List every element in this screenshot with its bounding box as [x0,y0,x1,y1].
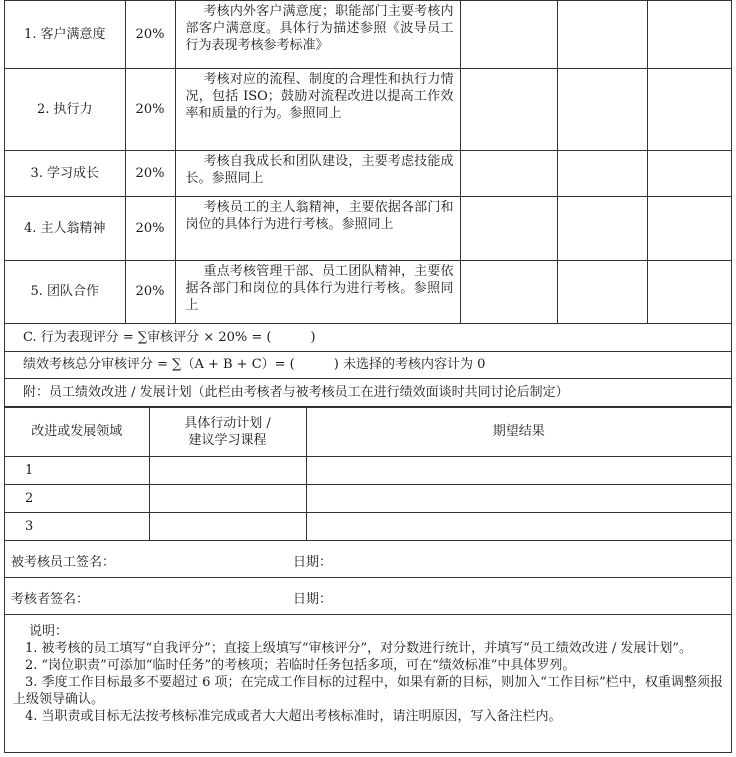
criteria-weight: 20% [125,1,175,68]
development-plan-table [5,407,731,541]
self-score-cell[interactable] [460,68,557,150]
instructions [5,615,731,725]
plan-result-cell[interactable] [306,512,731,540]
self-score-cell[interactable] [460,260,557,323]
reviewer-date-label: 日期： [293,591,333,607]
criteria-row [5,260,732,323]
criteria-row [5,196,732,260]
self-score-cell[interactable] [460,150,557,196]
criteria-name: 3. 学习成长 [5,150,125,196]
criteria-description: 考核自我成长和团队建设，主要考虑技能成长。参照同上 [175,150,460,196]
criteria-name: 4. 主人翁精神 [5,196,125,260]
instruction-item: 3. 季度工作目标最多不要超过 6 项；在完成工作目标的过程中，如果有新的目标，则加入“工作目标”栏中，权重调整须报上级领导确认。 [13,674,723,707]
criteria-weight: 20% [125,260,175,323]
review-score-cell[interactable] [557,68,647,150]
employee-date-label: 日期： [293,554,333,570]
plan-result-cell[interactable] [306,484,731,512]
review-score-cell[interactable] [557,1,647,68]
remark-cell[interactable] [647,196,732,260]
plan-action-cell[interactable] [149,512,306,540]
plan-col-result: 期望结果 [306,407,731,456]
criteria-description: 考核员工的主人翁精神，主要依据各部门和岗位的具体行为进行考核。参照同上 [175,196,460,260]
employee-signature-label: 被考核员工签名： [11,554,116,570]
plan-row [5,456,731,484]
remark-cell[interactable] [647,1,732,68]
reviewer-signature-row[interactable] [5,578,731,615]
remark-cell[interactable] [647,150,732,196]
plan-row-number: 1 [5,456,149,484]
plan-action-cell[interactable] [149,484,306,512]
total-score-formula: 绩效考核总分审核评分 = ∑（A + B + C）= ( ) 未选择的考核内容计为 0 [5,351,732,378]
employee-signature-row[interactable] [5,541,731,578]
criteria-weight: 20% [125,68,175,150]
criteria-name: 5. 团队合作 [5,260,125,323]
instruction-item: 2. “岗位职责”可添加“临时任务”的考核项；若临时任务包括多项，可在“绩效标准”中具体罗列。 [25,657,576,673]
reviewer-signature-label: 考核者签名： [11,591,90,607]
plan-col-action-line2: 建议学习课程 [188,432,267,448]
review-score-cell[interactable] [557,150,647,196]
criteria-weight: 20% [125,150,175,196]
remark-cell[interactable] [647,260,732,323]
criteria-weight: 20% [125,196,175,260]
plan-row-number: 2 [5,484,149,512]
instruction-item: 1. 被考核的员工填写“自我评分”；直接上级填写“审核评分”，对分数进行统计，并填写“员工绩效改进 / 发展计划”。 [25,640,693,656]
review-score-cell[interactable] [557,196,647,260]
plan-result-cell[interactable] [306,456,731,484]
behavior-score-formula: C. 行为表现评分 = ∑审核评分 × 20% = ( ) [5,323,732,351]
development-plan-note: 附：员工绩效改进 / 发展计划（此栏由考核者与被考核员工在进行绩效面谈时共同讨论后制定） [5,378,732,406]
criteria-description: 重点考核管理干部、员工团队精神，主要依据各部门和岗位的具体行为进行考核。参照同上 [175,260,460,323]
self-score-cell[interactable] [460,196,557,260]
criteria-name: 1. 客户满意度 [5,1,125,68]
plan-action-cell[interactable] [149,456,306,484]
plan-col-action-line1: 具体行动计划 / [184,415,271,431]
appraisal-form [4,0,732,753]
criteria-name: 2. 执行力 [5,68,125,150]
instructions-title: 说明： [29,623,69,639]
criteria-row [5,150,732,196]
remark-cell[interactable] [647,68,732,150]
review-score-cell[interactable] [557,260,647,323]
criteria-row [5,68,732,150]
criteria-description: 考核内外客户满意度；职能部门主要考核内部客户满意度。具体行为描述参照《波导员工行为表现考核参考标准》 [175,1,460,68]
behavior-criteria-table [5,1,732,407]
plan-col-action [149,407,306,456]
self-score-cell[interactable] [460,1,557,68]
criteria-row [5,1,732,68]
plan-row-number: 3 [5,512,149,540]
instruction-item: 4. 当职责或目标无法按考核标准完成或者大大超出考核标准时，请注明原因，写入备注栏内。 [25,708,562,724]
plan-row [5,512,731,540]
plan-row [5,484,731,512]
plan-col-area: 改进或发展领域 [5,407,149,456]
criteria-description: 考核对应的流程、制度的合理性和执行力情况，包括 ISO；鼓励对流程改进以提高工作效率和质量的行为。参照同上 [175,68,460,150]
